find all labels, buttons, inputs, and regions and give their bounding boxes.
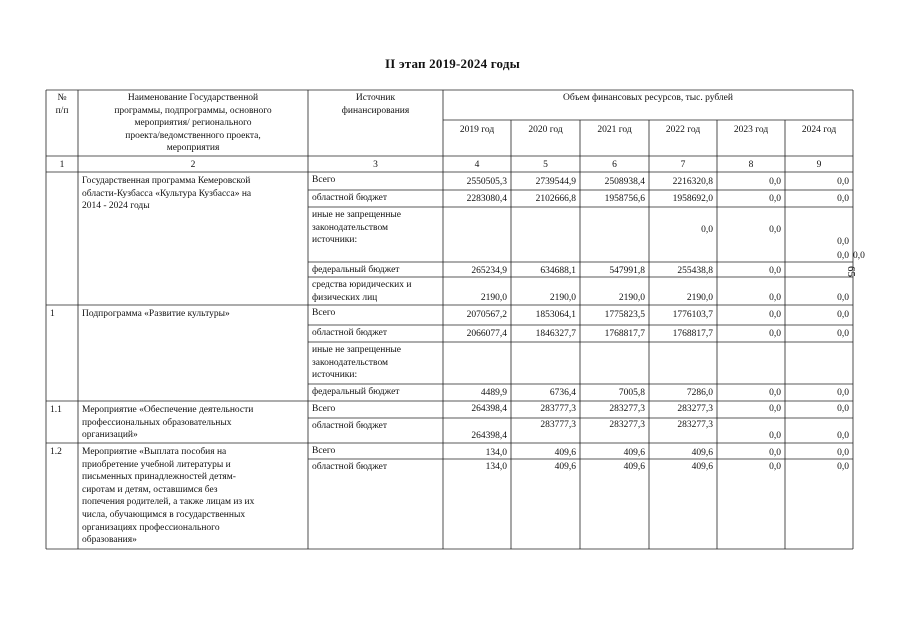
funding-source: источники: (312, 235, 358, 246)
column-number: 2 (190, 160, 196, 170)
value-cell: 547991,8 (609, 266, 645, 276)
value-cell: 4489,9 (480, 388, 507, 398)
funding-source: Всего (312, 175, 336, 185)
funding-source: физических лиц (312, 292, 378, 303)
funding-source: средства юридических и (312, 280, 412, 290)
page-number: 65 (845, 266, 857, 277)
program-name: области-Кузбасса «Культура Кузбасса» на (82, 188, 252, 199)
funding-source: федеральный бюджет (312, 265, 400, 275)
header-year: 2024 год (801, 125, 837, 135)
value-cell: 7005,8 (618, 388, 645, 398)
value-cell: 1846327,7 (535, 329, 576, 339)
column-number: 7 (680, 160, 686, 170)
value-cell: 2190,0 (549, 293, 576, 303)
program-name: попечения родителей, а также лицам из их (82, 497, 255, 508)
value-cell: 283777,3 (540, 420, 576, 430)
header-number: № (57, 93, 67, 103)
funding-source: законодательством (312, 222, 389, 233)
value-cell: 0,0 (769, 448, 781, 458)
value-cell: 255438,8 (677, 266, 713, 276)
value-cell: 1958756,6 (604, 194, 645, 204)
header-name: Наименование Государственной (127, 93, 259, 103)
header-name: программы, подпрограммы, основного (114, 105, 272, 116)
page-title: II этап 2019-2024 годы (384, 56, 520, 71)
value-cell: 7286,0 (686, 388, 713, 398)
funding-source: Всего (312, 446, 336, 456)
header-year: 2019 год (459, 125, 495, 135)
value-cell: 6736,4 (549, 388, 576, 398)
header-year: 2023 год (733, 125, 769, 135)
program-name: организаций» (82, 430, 138, 441)
value-cell: 2102666,8 (535, 194, 576, 204)
value-cell: 1768817,7 (604, 329, 645, 339)
column-number: 9 (816, 160, 822, 170)
value-cell: 2190,0 (618, 293, 645, 303)
program-name: сиротам и детям, оставшимся без (82, 484, 218, 495)
funding-source: источники: (312, 370, 358, 381)
header-source: Источник (355, 93, 396, 103)
value-cell: 409,6 (623, 448, 645, 458)
column-number: 8 (748, 160, 754, 170)
value-cell: 2070567,2 (466, 310, 507, 320)
program-name: организациях профессионального (82, 522, 220, 533)
header-source: финансирования (341, 105, 410, 116)
program-name: 2014 - 2024 годы (82, 201, 150, 212)
funding-source: областной бюджет (312, 193, 388, 203)
value-cell: 0,0 (837, 251, 849, 261)
value-cell: 409,6 (554, 448, 576, 458)
value-cell: 0,0 (769, 462, 781, 472)
value-cell: 409,6 (623, 462, 645, 472)
funding-source: законодательством (312, 357, 389, 368)
row-number: 1.1 (50, 405, 62, 415)
program-name: Подпрограмма «Развитие культуры» (82, 309, 230, 319)
header-year: 2022 год (665, 125, 701, 135)
value-cell: 264398,4 (471, 404, 507, 414)
value-cell: 0,0 (837, 431, 849, 441)
value-cell: 283277,3 (609, 420, 645, 430)
value-cell: 283277,3 (609, 404, 645, 414)
funding-source: иные не запрещенные (312, 210, 402, 220)
value-cell: 0,0 (769, 194, 781, 204)
value-cell: 0,0 (769, 431, 781, 441)
column-number: 5 (543, 160, 548, 170)
value-cell: 2550505,3 (466, 177, 507, 187)
funding-source: иные не запрещенные (312, 345, 402, 355)
funding-source: федеральный бюджет (312, 387, 400, 397)
header-volume: Объем финансовых ресурсов, тыс. рублей (563, 93, 733, 103)
funding-source: областной бюджет (312, 421, 388, 431)
value-cell: 0,0 (837, 462, 849, 472)
program-name: письменных принадлежностей детям- (82, 472, 236, 483)
program-name: числа, обучающимся в государственных (82, 510, 246, 520)
value-cell: 409,6 (554, 462, 576, 472)
value-cell: 1853064,1 (535, 310, 576, 320)
funding-source: областной бюджет (312, 462, 388, 472)
column-number: 3 (373, 160, 378, 170)
value-cell: 0,0 (837, 404, 849, 414)
value-cell: 0,0 (769, 404, 781, 414)
column-number: 6 (612, 160, 617, 170)
value-cell: 134,0 (485, 448, 507, 458)
value-cell: 0,0 (837, 237, 849, 247)
value-cell: 1958692,0 (672, 194, 713, 204)
value-cell: 2739544,9 (535, 177, 576, 187)
value-cell: 2283080,4 (466, 194, 507, 204)
column-number: 4 (474, 160, 480, 170)
value-cell: 0,0 (769, 225, 781, 235)
header-year: 2020 год (528, 125, 563, 135)
value-cell: 0,0 (837, 194, 849, 204)
value-cell: 0,0 (837, 293, 849, 303)
value-cell: 0,0 (837, 310, 849, 320)
value-cell: 283777,3 (540, 404, 576, 414)
value-cell: 1776103,7 (672, 310, 713, 320)
value-cell: 0,0 (769, 329, 781, 339)
header-name: мероприятия (166, 143, 220, 154)
value-cell: 409,6 (691, 462, 713, 472)
value-cell: 2066077,4 (466, 329, 507, 339)
value-cell: 0,0 (769, 177, 781, 187)
funding-source: областной бюджет (312, 328, 388, 338)
value-cell: 283277,3 (677, 404, 713, 414)
row-number: 1.2 (50, 447, 62, 457)
header-name: мероприятия/ регионального (134, 118, 252, 129)
value-cell: 0,0 (837, 329, 849, 339)
program-name: профессиональных образовательных (82, 417, 232, 428)
value-cell: 2216320,8 (672, 177, 713, 187)
program-name: Государственная программа Кемеровской (82, 176, 251, 186)
value-cell: 0,0 (701, 225, 713, 235)
header-number: п/п (55, 105, 69, 116)
value-cell: 634688,1 (540, 266, 576, 276)
value-cell: 0,0 (769, 293, 781, 303)
value-cell: 1775823,5 (604, 310, 645, 320)
value-cell: 2508938,4 (604, 177, 645, 187)
value-cell: 0,0 (769, 310, 781, 320)
value-cell: 2190,0 (480, 293, 507, 303)
header-year: 2021 год (597, 125, 632, 135)
program-name: Мероприятие «Обеспечение деятельности (82, 405, 254, 415)
value-cell: 134,0 (485, 462, 507, 472)
funding-source: Всего (312, 308, 336, 318)
program-name: Мероприятие «Выплата пособия на (82, 447, 227, 457)
program-name: образования» (82, 535, 137, 546)
value-cell: 0,0 (837, 388, 849, 398)
program-name: приобретение учебной литературы и (82, 459, 231, 470)
value-cell: 265234,9 (471, 266, 507, 276)
value-cell: 0,0 (769, 266, 781, 276)
column-number: 1 (59, 160, 65, 170)
value-cell: 0,0 (769, 388, 781, 398)
value-cell: 283277,3 (677, 420, 713, 430)
row-number: 1 (50, 309, 55, 319)
value-cell: 0,0 (853, 251, 865, 261)
value-cell: 0,0 (837, 448, 849, 458)
value-cell: 0,0 (837, 177, 849, 187)
header-name: проекта/ведомственного проекта, (125, 130, 261, 141)
value-cell: 409,6 (691, 448, 713, 458)
value-cell: 2190,0 (686, 293, 713, 303)
value-cell: 264398,4 (471, 431, 507, 441)
value-cell: 1768817,7 (672, 329, 713, 339)
funding-source: Всего (312, 404, 336, 414)
